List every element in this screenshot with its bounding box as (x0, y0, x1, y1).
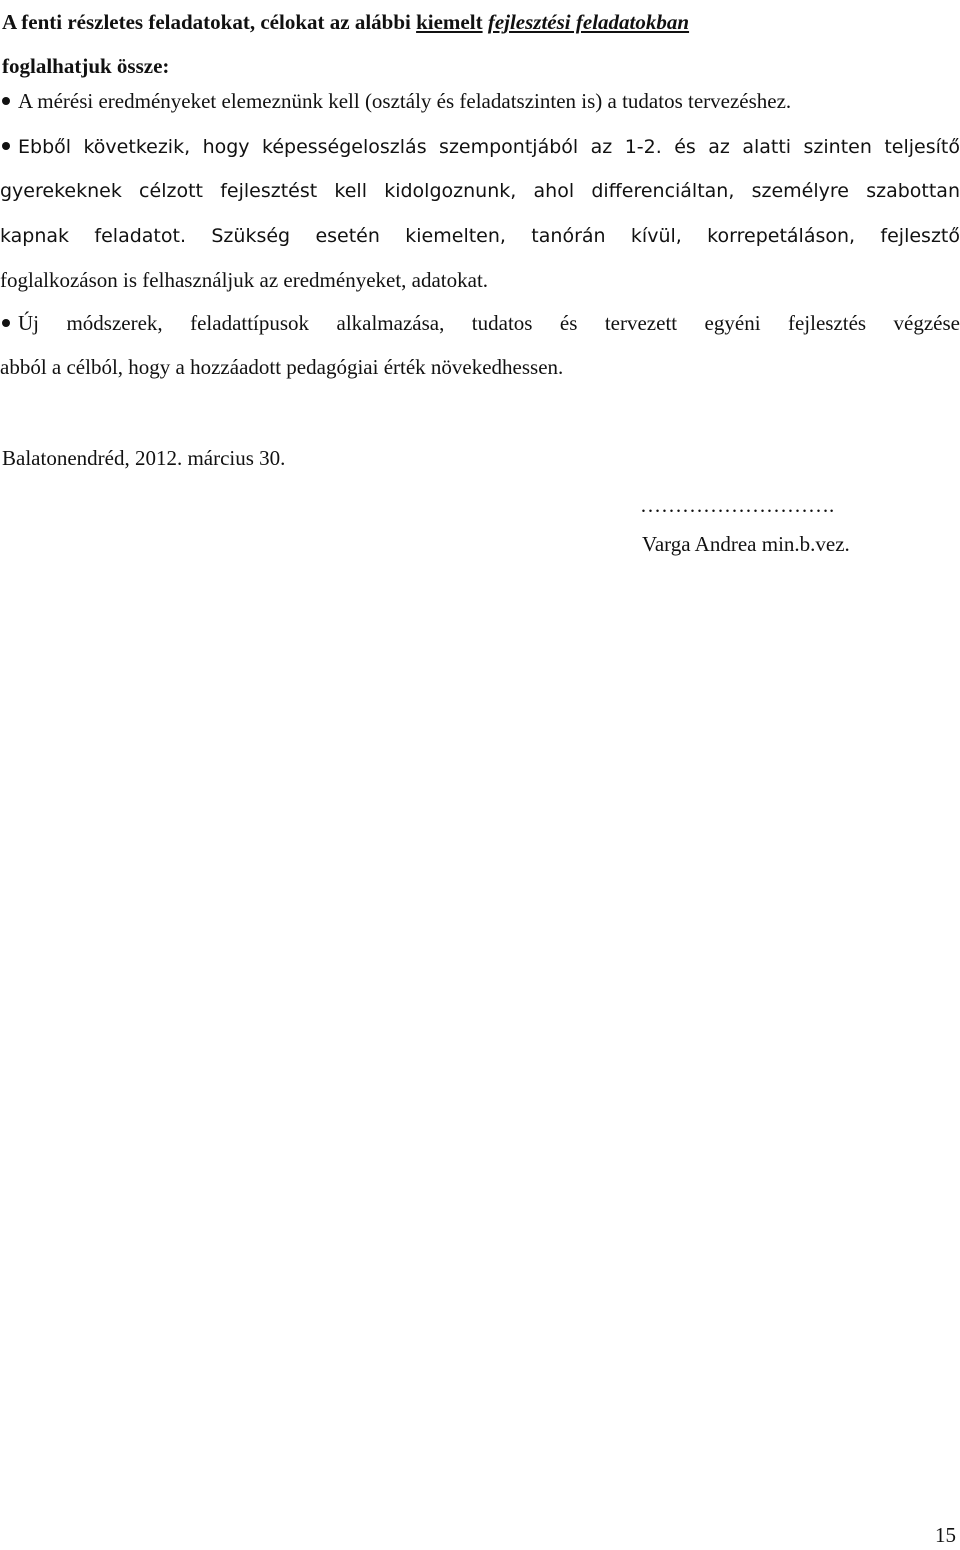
bullet-3-line-2: abból a célból, hogy a hozzáadott pedagógiai érték növekedhessen. (0, 355, 564, 379)
bullet-2-line-3-rest: Szükség esetén kiemelten, tanórán kívül, korrepetáláson, fejlesztő (186, 225, 960, 247)
heading-text: A fenti részletes feladatokat, célokat az alábbi (2, 10, 417, 34)
section-heading (2, 0, 952, 88)
bullet-dot-icon (2, 142, 10, 150)
bullet-item-2 (0, 124, 960, 302)
heading-underlined-word: kiemelt (416, 10, 483, 34)
heading-underlined-italic-phrase: fejlesztési feladatokban (487, 10, 690, 34)
bullet-2-text-start: Ebből következik, hogy képességeloszlás szempontjából az 1-2. (18, 136, 662, 158)
bullet-2-line-2: gyerekeknek célzott fejlesztést kell kidolgoznunk, ahol differenciáltan, személyre szabottan (0, 180, 960, 202)
bullet-3-line-1: Új módszerek, feladattípusok alkalmazása, tudatos és tervezett egyéni fejlesztés végzése (18, 311, 960, 335)
heading-line-2: foglalhatjuk össze: (2, 54, 170, 78)
bullet-dot-icon (2, 319, 10, 327)
bullet-2-line-3-start: kapnak feladatot. (0, 225, 186, 247)
bullet-item-1 (0, 79, 960, 123)
bullet-1-text: A mérési eredményeket elemeznünk kell (osztály és feladatszinten is) a tudatos tervezéshez. (18, 89, 792, 113)
bullet-item-3 (0, 301, 960, 389)
signature-line: ………………………. (640, 493, 835, 517)
bullet-2-line-1-rest: és az alatti szinten teljesítő (661, 136, 960, 158)
signature-name: Varga Andrea min.b.vez. (642, 532, 850, 556)
page-number: 15 (935, 1523, 956, 1547)
bullet-2-line-4: foglalkozáson is felhasználjuk az eredményeket, adatokat. (0, 268, 489, 292)
bullet-dot-icon (2, 97, 10, 105)
place-and-date: Balatonendréd, 2012. március 30. (2, 446, 286, 470)
